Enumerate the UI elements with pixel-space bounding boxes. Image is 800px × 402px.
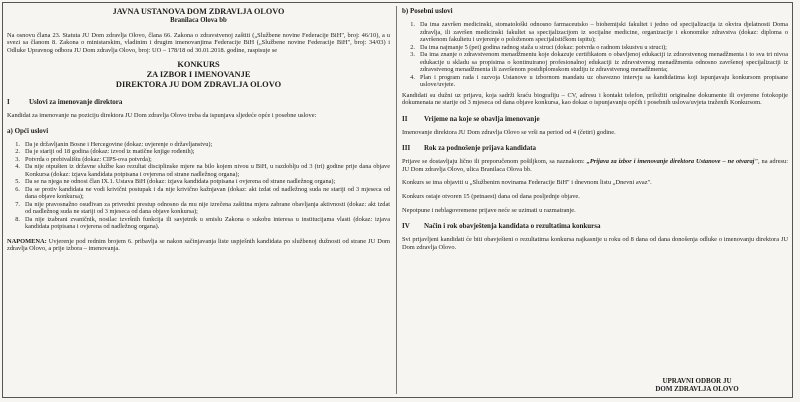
item-text: Da je državljanin Bosne i Hercegovine (dokaz: uvjerenje o državljanstvu); xyxy=(25,140,213,148)
item-number: 1. xyxy=(410,21,415,28)
section-2-title: Vrijeme na koje se obavlja imenovanje xyxy=(424,114,540,123)
submission-text-c: , na adresu: JU Dom zdravlja Olovo, ulica Branilaca Olova bb. xyxy=(402,158,789,173)
item-text: Plan i program rada i razvoja Ustanove u izbornom mandatu uz obavezno intervju sa kandidatima koji ispunjavaju konkursom propisane uslove/uvjete. xyxy=(420,73,788,88)
section-3-title: Rok za podnošenje prijava kandidata xyxy=(424,144,537,153)
item-text: Da je stariji od 18 godina (dokaz: izvod iz matične knjige rođenih); xyxy=(25,148,195,156)
signature-line-1: UPRAVNI ODBOR JU xyxy=(662,377,732,385)
list-item xyxy=(402,51,788,74)
item-number: 1. xyxy=(15,140,20,148)
item-number: 8. xyxy=(15,215,20,223)
general-conditions-list xyxy=(7,141,390,231)
special-conditions-heading: b) Posebni uslovi xyxy=(402,7,453,15)
legal-basis-intro: Na osnovu člana 23. Statuta JU Dom zdravlja Olovo, člana 66. Zakona o zdravstvenoj zaštiti („Službene novine Federacije BiH", broj: 46/10), a u svezi sa članom 8. Zakona o ministarskim, vladinim i drugim imenovanjima Federacije BiH („Službene novine Federacije BiH", broj: 34/03) i Odluke Upravnog odbora JU Dom zdravlja Olovo, broj: UO – 178/18 od 30.01.2018. godine, raspisuje se xyxy=(7,31,390,54)
item-number: 3. xyxy=(410,51,415,58)
section-2-text: Imenovanje direktora JU Dom zdravlja Olovo se vrši na period od 4 (četiri) godine. xyxy=(402,128,616,136)
org-title: JAVNA USTANOVA DOM ZDRAVLJA OLOVO xyxy=(112,7,285,16)
item-text: Da nije pravosnažno osuđivan za privredni prestup odnosno da mu nije izrečena zaštitna mjera zabrane obavljanja aktivnosti (dokaz: akt izdat od nadležnog suda ne stariji od 3 mjeseca od dana objave konkursa); xyxy=(25,200,390,216)
list-item xyxy=(402,21,788,44)
section-4-heading xyxy=(402,222,788,230)
general-conditions-heading: a) Opći uslovi xyxy=(7,126,49,135)
org-address: Branilaca Olova bb xyxy=(170,16,227,24)
section-4-text: Svi prijavljeni kandidati će biti obavješteni o rezultatima konkursa najkasnije u roku od 8 dana od dana donošenja odluke o imenovanju direktora JU Dom zdravlja Olovo. xyxy=(402,236,788,251)
item-text: Da ima najmanje 5 (pet) godina radnog staža u struci (dokaz: potvrda o radnom iskustvu u struci); xyxy=(420,43,667,51)
item-text: Da ima znanje o zdravstvenom menadžmentu koje dokazuje certifikatom o obavljenoj edukaciji iz zdravstvenog menadžmenta i to sva tri nivoa edukacije u skladu sa propisima o kontinuiranoj profesionalnoj edukaciji iz zdravstvenog menadžmenta odnosno završenoj specijalizaciji iz zdravstvenog menadžmenta ili završenom postdiplomskom studiju iz zdravstvenog menadžmenta; xyxy=(420,51,788,73)
list-item xyxy=(7,216,390,231)
section-4-number: IV xyxy=(402,222,410,231)
item-text: Da ima završen medicinski, stomatološki odnosno farmaceutsko – biohemijski fakultet i jedno od specijalizacija iz okvira djelatnosti Doma zdravlja, ili završen medicinski fakultet sa specijalizacijom iz socijalne medicine, organizacije i ekonomike zdravstva (dokaz: diploma o završenom fakultetu i uvjerenje o položenom specijalističkom ispitu); xyxy=(420,21,788,43)
section-3-incomplete: Nepotpune i neblagovremene prijave neće se uzimati u razmatranje. xyxy=(402,206,576,214)
list-item xyxy=(7,178,390,186)
note-label: NAPOMENA: xyxy=(7,237,47,245)
konkurs-heading-line2: ZA IZBOR I IMENOVANJE xyxy=(146,69,251,79)
section-3-publication: Konkurs se ima objaviti u „Službenim novinama Federacije BiH" i dnevnom listu „Dnevni avaz". xyxy=(402,179,652,187)
section-2-number: II xyxy=(402,114,408,123)
item-number: 6. xyxy=(15,185,20,193)
list-item xyxy=(402,74,788,89)
note-text: Uvjerenje pod rednim brojem 6. pribavlja se nakon sačinjavanja liste uspješnih kandidata po službenoj dužnosti od strane JU Dom zdravlja Olovo, a prije izbora – imenovanja. xyxy=(7,237,390,253)
konkurs-heading-line3: DIREKTORA JU DOM ZDRAVLJA OLOVO xyxy=(115,79,282,89)
signature-block xyxy=(612,377,782,394)
konkurs-heading: KONKURS xyxy=(177,60,220,70)
item-number: 2. xyxy=(15,148,20,156)
item-number: 3. xyxy=(15,155,20,163)
list-item xyxy=(7,156,390,164)
section-3-heading xyxy=(402,144,788,152)
note-paragraph xyxy=(7,238,390,253)
item-number: 5. xyxy=(15,178,20,186)
section-3-number: III xyxy=(402,144,411,153)
right-column xyxy=(402,7,789,394)
item-number: 2. xyxy=(410,43,415,51)
section-4-title: Način i rok obavještenja kandidata o rezultatima konkursa xyxy=(424,222,601,231)
special-conditions-list xyxy=(402,21,788,89)
column-divider xyxy=(396,6,397,394)
section-2-heading xyxy=(402,115,788,123)
list-item xyxy=(7,201,390,216)
section-3-open-period: Konkurs ostaje otvoren 15 (petnaest) dana od dana posljednje objave. xyxy=(402,193,580,201)
left-column xyxy=(7,7,390,253)
item-number: 4. xyxy=(15,163,20,171)
section-1-number: I xyxy=(7,98,10,107)
list-item xyxy=(7,186,390,201)
list-item xyxy=(7,141,390,149)
list-item xyxy=(7,148,390,156)
item-number: 7. xyxy=(15,200,20,208)
item-text: Potvrda o prebivalištu (dokaz: CIPS-ova potvrda); xyxy=(25,155,152,163)
list-item xyxy=(402,44,788,52)
section-1-heading xyxy=(7,98,390,106)
section-1-title: Uslovi za imenovanje direktora xyxy=(29,98,123,107)
submission-envelope-label: „Prijava za izbor i imenovanje direktora Ustanove – ne otvaraj" xyxy=(586,158,758,166)
section-1-text: Kandidat za imenovanje na poziciju direktora JU Dom zdravlja Olovo treba da ispunjava sljedeće opće i posebne uslove: xyxy=(7,112,317,120)
signature-line-2: DOM ZDRAVLJA OLOVO xyxy=(655,385,739,394)
item-number: 4. xyxy=(410,73,415,81)
list-item xyxy=(7,163,390,178)
item-text: Da se protiv kandidata ne vodi krivični postupak i da nije krivično kažnjavan (dokaz: akt izdat od nadležnog suda ne stariji od 3 mjeseca od dana objave konkursa); xyxy=(25,185,390,201)
item-text: Da nije otpušten iz državne službe kao rezultat disciplinske mjere na bilo kojem nivou u BiH, u razdoblju od 3 (tri) godine prije dana objave Konkursa (dokaz: izjava kandidata potpisana i ovjerena od strane nadležnog organa); xyxy=(25,163,390,178)
item-text: Da se na njega ne odnosi član IX.1. Ustava BiH (dokaz: izjava kandidata potpisana i ovjerena od strane nadležnog organa); xyxy=(25,178,336,186)
section-3-submission-text xyxy=(402,158,788,173)
item-text: Da nije izabrani zvaničnik, nosilac izvršnih funkcija ili savjetnik u smislu Zakona o sukobu interesa u institucijama vlasti (dokaz: izjava kandidata potpisana i ovjerena od nadležnog organa). xyxy=(25,215,390,231)
submission-text-a: Prijave se dostavljaju lično ili preporučenom pošiljkom, sa naznakom: xyxy=(402,158,587,166)
documents-paragraph: Kandidati su dužni uz prijavu, koja sadrži kraću biografiju – CV, adresu i kontakt telefon, priložiti originalne dokumente ili ovjerene fotokopije dokumenata ne starije od 3 mjeseca od dana objave konkursa, kao dokaz o ispunjavanju općih i posebnih uslova/uvjeta traženih Konkursom. xyxy=(402,91,788,107)
